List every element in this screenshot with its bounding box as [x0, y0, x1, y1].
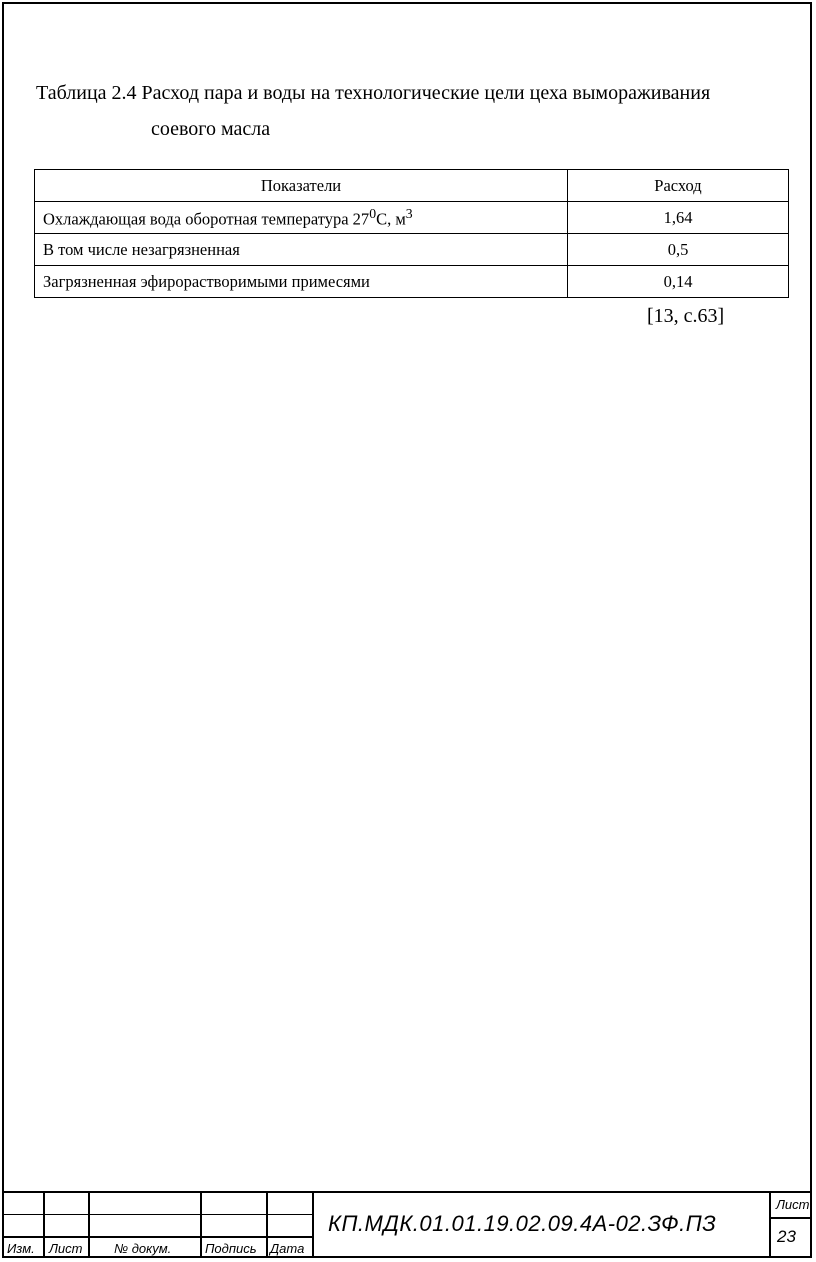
- stamp-label-sheet: Лист: [49, 1241, 83, 1256]
- table-row: [35, 202, 789, 234]
- header-consumption: Расход: [568, 170, 789, 202]
- stamp-label-signature: Подпись: [205, 1241, 257, 1256]
- table-caption-continuation: соевого масла: [151, 118, 271, 140]
- stamp-divider: [43, 1193, 45, 1258]
- document-code: КП.МДК.01.01.19.02.09.4А-02.ЗФ.ПЗ: [328, 1211, 717, 1236]
- superscript-cubic: 3: [405, 205, 413, 221]
- row-label: В том числе незагрязненная: [35, 234, 568, 266]
- stamp-divider: [312, 1193, 314, 1258]
- row-value: 1,64: [568, 202, 789, 234]
- row-label-unit: С, м: [376, 209, 406, 229]
- sheet-label: Лист: [776, 1197, 810, 1212]
- consumption-table: [34, 169, 789, 298]
- table-header-row: [35, 170, 789, 202]
- row-label-text: Охлаждающая вода оборотная температура 27: [43, 209, 370, 229]
- table-row: [35, 234, 789, 266]
- stamp-divider: [266, 1193, 268, 1258]
- table-caption: Таблица 2.4 Расход пара и воды на технологические цели цеха вымораживания: [36, 82, 711, 104]
- stamp-label-date: Дата: [270, 1241, 305, 1256]
- stamp-rule: [769, 1217, 812, 1219]
- row-value: 0,5: [568, 234, 789, 266]
- stamp-label-change: Изм.: [7, 1241, 35, 1256]
- header-indicators: Показатели: [35, 170, 568, 202]
- stamp-rule: [2, 1236, 312, 1238]
- stamp-label-docnum: № докум.: [114, 1241, 172, 1256]
- row-label: [35, 202, 568, 234]
- stamp-rule: [2, 1214, 312, 1215]
- stamp-divider: [200, 1193, 202, 1258]
- stamp-divider: [88, 1193, 90, 1258]
- superscript-degree: 0: [369, 205, 377, 221]
- row-value: 0,14: [568, 266, 789, 298]
- table-row: [35, 266, 789, 298]
- stamp-divider: [769, 1193, 771, 1258]
- source-reference: [13, с.63]: [647, 305, 725, 327]
- sheet-number: 23: [777, 1227, 796, 1246]
- row-label: Загрязненная эфирорастворимыми примесями: [35, 266, 568, 298]
